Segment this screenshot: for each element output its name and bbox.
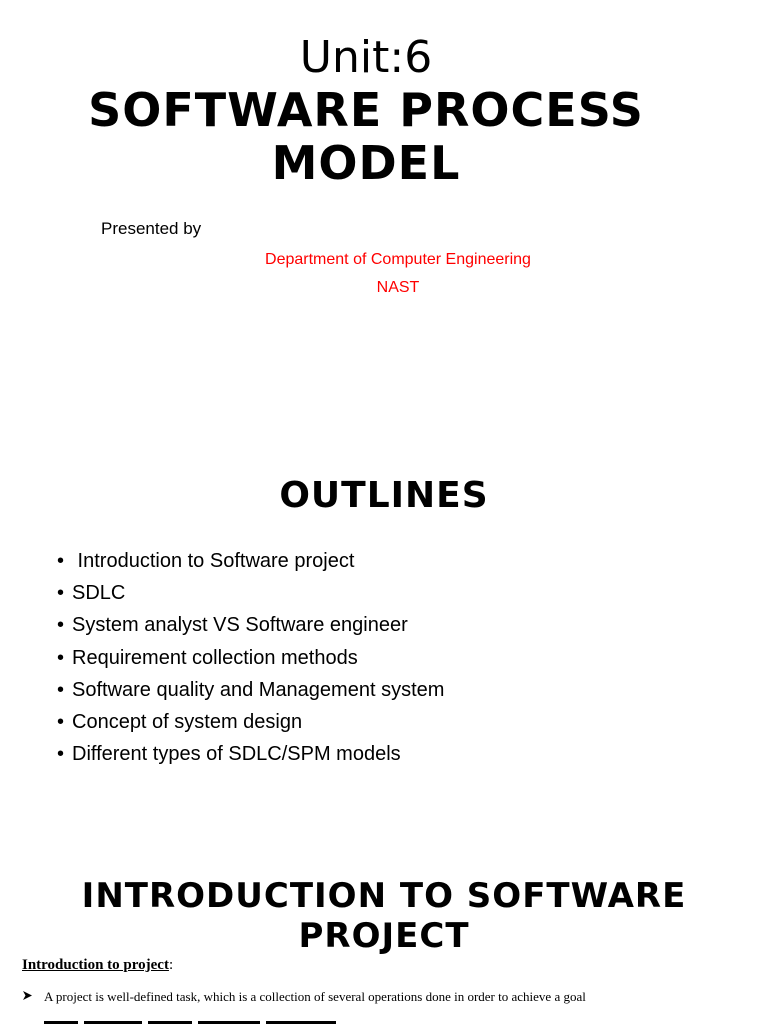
- bullet-icon: •: [57, 678, 65, 701]
- outline-item-text: Different types of SDLC/SPM models: [72, 743, 401, 766]
- title-line-2: MODEL: [271, 136, 461, 190]
- unit-label: Unit:6: [299, 32, 433, 83]
- department-name: Department of Computer Engineering: [265, 251, 531, 268]
- bullet-icon: •: [57, 614, 65, 637]
- outline-item: [57, 706, 444, 738]
- institution-name: NAST: [376, 279, 420, 296]
- title-line-1: SOFTWARE PROCESS: [88, 83, 644, 137]
- bullet-icon: •: [57, 710, 65, 733]
- outline-item: [57, 674, 444, 706]
- outline-item: [57, 738, 444, 770]
- arrow-bullet-icon-svg: [22, 990, 33, 1001]
- intro-title-line-1: INTRODUCTION TO SOFTWARE: [81, 876, 687, 916]
- outline-list: [57, 545, 444, 770]
- presented-by-label: Presented by: [101, 219, 202, 238]
- outline-item: [57, 545, 444, 577]
- outline-item-text: Introduction to Software project: [72, 550, 355, 572]
- intro-title-line-2: PROJECT: [298, 916, 470, 956]
- outline-item: [57, 609, 444, 641]
- intro-bullet-text: A project is well-defined task, which is a collection of several operations done in order to achieve a goal: [44, 989, 586, 1004]
- page-title: [0, 84, 732, 190]
- cut-off-text: [44, 1015, 344, 1027]
- presenter-info: [236, 246, 560, 302]
- outline-item-text: System analyst VS Software engineer: [72, 614, 408, 637]
- outline-item-text: Requirement collection methods: [72, 646, 358, 669]
- bullet-icon: •: [57, 743, 65, 766]
- bullet-icon: •: [57, 582, 65, 605]
- outline-item-text: Software quality and Management system: [72, 678, 445, 701]
- outline-item: [57, 642, 444, 674]
- outline-item-text: SDLC: [72, 582, 126, 605]
- bullet-icon: •: [57, 550, 65, 572]
- intro-heading: [22, 955, 173, 975]
- intro-heading-text: Introduction to project: [22, 957, 169, 973]
- intro-title: [0, 876, 768, 956]
- outline-item: [57, 577, 444, 609]
- outlines-title: OUTLINES: [279, 475, 489, 516]
- outline-item-text: Concept of system design: [72, 710, 303, 733]
- arrow-bullet-icon: [22, 987, 44, 1007]
- bullet-icon: •: [57, 646, 65, 669]
- intro-bullet: [22, 987, 762, 1007]
- intro-heading-suffix: :: [168, 957, 174, 973]
